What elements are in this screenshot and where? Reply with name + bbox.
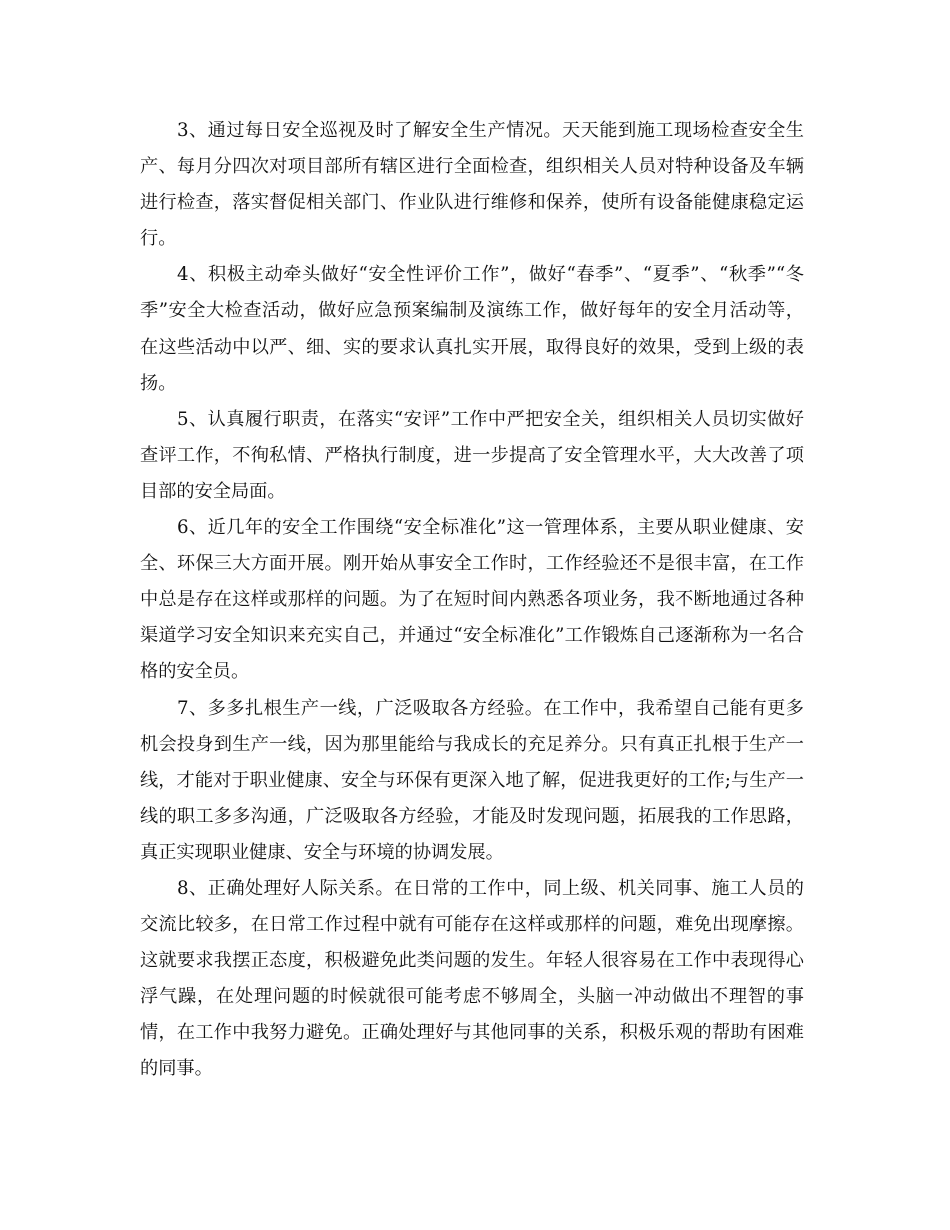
paragraph-6: 6、近几年的安全工作围绕“安全标准化”这一管理体系，主要从职业健康、安全、环保三大方面开展。刚开始从事安全工作时，工作经验还不是很丰富，在工作中总是存在这样或那样的问题。为了在短时间内熟悉各项业务，我不断地通过各种渠道学习安全知识来充实自己，并通过“安全标准化”工作锻炼自己逐渐称为一名合格的安全员。	[140, 517, 804, 683]
paragraph-8: 8、正确处理好人际关系。在日常的工作中，同上级、机关同事、施工人员的交流比较多，在日常工作过程中就有可能存在这样或那样的问题，难免出现摩擦。这就要求我摆正态度，积极避免此类问题的发生。年轻人很容易在工作中表现得心浮气躁，在处理问题的时候就很可能考虑不够周全，头脑一冲动做出不理智的事情，在工作中我努力避免。正确处理好与其他同事的关系，积极乐观的帮助有困难的同事。	[140, 877, 804, 1080]
paragraph-3: 3、通过每日安全巡视及时了解安全生产情况。天天能到施工现场检查安全生产、每月分四次对项目部所有辖区进行全面检查，组织相关人员对特种设备及车辆进行检查，落实督促相关部门、作业队进行维修和保养，使所有设备能健康稳定运行。	[140, 120, 804, 250]
paragraph-5: 5、认真履行职责，在落实“安评”工作中严把安全关，组织相关人员切实做好查评工作，不徇私情、严格执行制度，进一步提高了安全管理水平，大大改善了项目部的安全局面。	[140, 408, 804, 502]
document-body	[140, 113, 804, 1088]
paragraph-4: 4、积极主动牵头做好“安全性评价工作”，做好“春季”、“夏季”、“秋季”“冬季”安全大检查活动，做好应急预案编制及演练工作，做好每年的安全月活动等，在这些活动中以严、细、实的要求认真扎实开展，取得良好的效果，受到上级的表扬。	[140, 264, 804, 394]
paragraph-7: 7、多多扎根生产一线，广泛吸取各方经验。在工作中，我希望自己能有更多机会投身到生产一线，因为那里能给与我成长的充足养分。只有真正扎根于生产一线，才能对于职业健康、安全与环保有更深入地了解，促进我更好的工作;与生产一线的职工多多沟通，广泛吸取各方经验，才能及时发现问题，拓展我的工作思路，真正实现职业健康、安全与环境的协调发展。	[140, 697, 804, 863]
